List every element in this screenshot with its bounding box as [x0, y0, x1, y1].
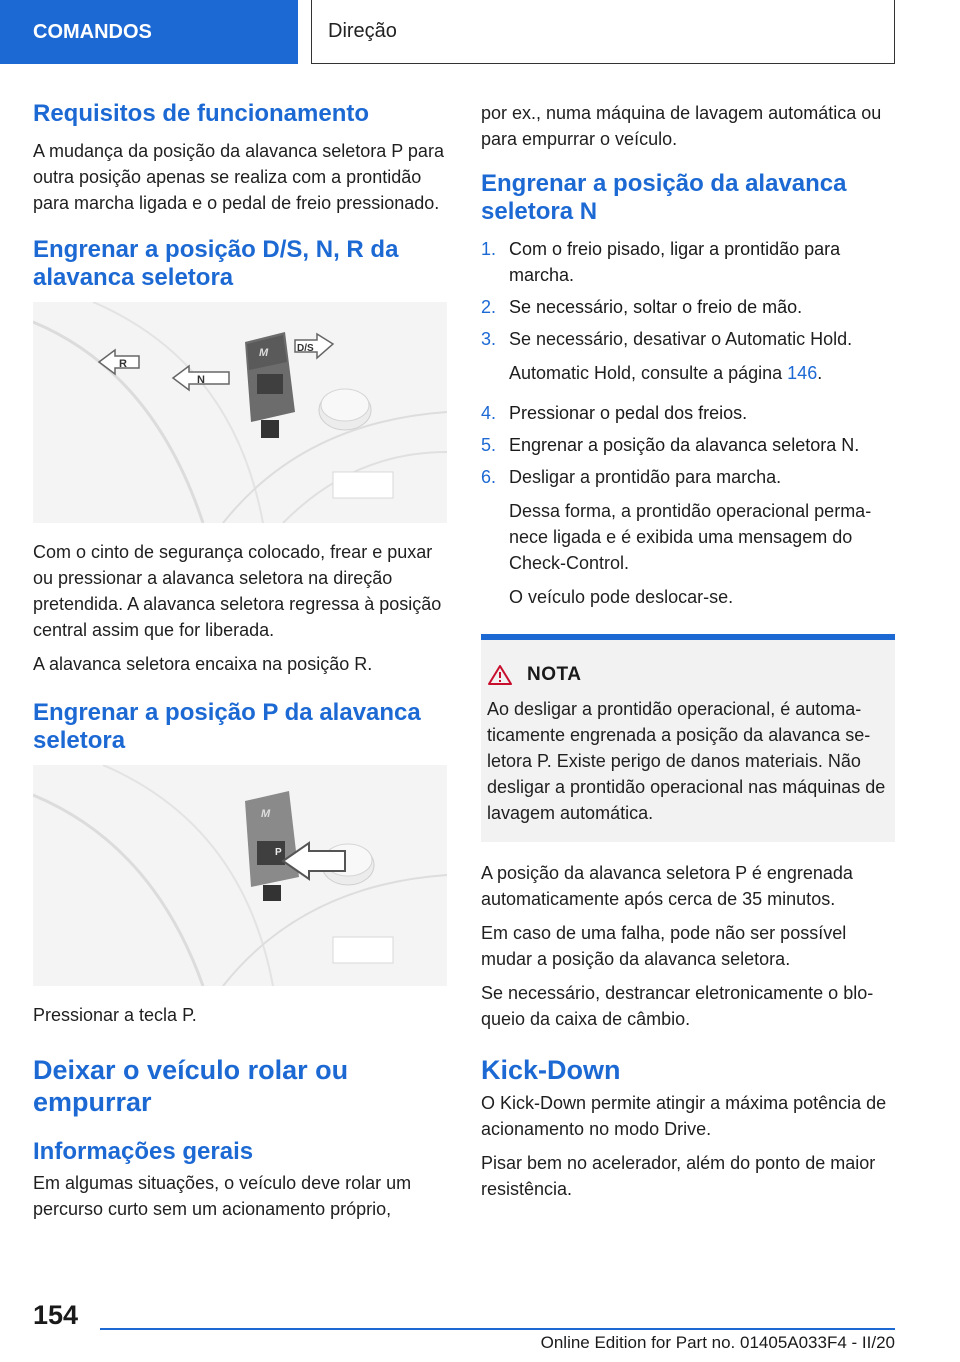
- step-number: 2.: [481, 297, 497, 317]
- paragraph-p: Pressionar a tecla P.: [33, 1005, 197, 1025]
- steps-list: [481, 236, 895, 618]
- reference-text: Automatic Hold, consulte a página: [509, 363, 788, 383]
- reference-end: .: [817, 363, 823, 383]
- heading-kickdown: Kick-Down: [481, 1055, 621, 1085]
- page-number: 154: [33, 1300, 79, 1330]
- illustration-gear-selector-p: [33, 765, 447, 986]
- step-text: Se necessário, soltar o freio de mão.: [509, 297, 803, 317]
- step-subtext: [509, 360, 852, 386]
- step-number: 6.: [481, 467, 497, 487]
- paragraph-after-1: A posição da alavanca seletora P é engrenada automaticamente após cerca de 35 minutos.: [481, 863, 853, 909]
- paragraph-info: Em algumas situações, o veículo deve rolar um percurso curto sem um acionamento próprio,: [33, 1173, 412, 1219]
- chapter-title: Direção: [328, 20, 397, 42]
- paragraph-after-2: Em caso de uma falha, pode não ser possível mudar a posição da alavanca seletora.: [481, 923, 847, 969]
- heading-p: Engrenar a posição P da alavanca seletora: [33, 699, 421, 754]
- note-title: NOTA: [527, 664, 582, 685]
- paragraph-kick-2: Pisar bem no acelerador, além do ponto de maior resistência.: [481, 1153, 876, 1199]
- list-item: [481, 464, 895, 618]
- chapter-tab: [311, 0, 895, 64]
- page-link[interactable]: 146: [787, 363, 818, 383]
- illustration-gear-selector-dsnr: [33, 302, 447, 523]
- paragraph-kick-1: O Kick-Down permite atingir a máxima potência de acionamento no modo Drive.: [481, 1093, 887, 1139]
- note-header: [487, 664, 887, 686]
- section-title: COMANDOS: [33, 20, 152, 43]
- left-column: [33, 100, 447, 1230]
- step-number: 3.: [481, 329, 497, 349]
- paragraph-after-3: Se necessário, destrancar eletronicamente o bloqueio da caixa de câmbio.: [481, 983, 874, 1029]
- note-box: [481, 634, 895, 842]
- label-p: P: [275, 847, 282, 858]
- step-subtext: Dessa forma, a prontidão operacional permanece ligada e é exibida uma mensagem do Check-Control.: [509, 501, 872, 573]
- note-text: Ao desligar a prontidão operacional, é automaticamente engrenada a posição da alavanca seletora P. Existe perigo de danos materiais. Não desligar a prontidão operacional nas máquinas de lavagem automática.: [487, 699, 886, 823]
- heading-info: Informações gerais: [33, 1138, 254, 1165]
- heading-dsnr: Engrenar a posição D/S, N, R da alavanca seletora: [33, 236, 399, 291]
- heading-rolar: Deixar o veículo rolar ou empurrar: [33, 1055, 349, 1117]
- label-r: R: [119, 358, 127, 370]
- heading-requisitos: Requisitos de funcionamento: [33, 100, 370, 127]
- warning-icon: [487, 664, 513, 686]
- m-logo: M: [261, 808, 271, 820]
- list-item: [481, 326, 895, 394]
- step-number: 1.: [481, 239, 497, 259]
- m-logo: M: [259, 347, 269, 359]
- paragraph-requisitos: A mudança da posição da alavanca seletora P para outra posição apenas se realiza com a prontidão para marcha ligada e o pedal de freio pressionado.: [33, 141, 444, 213]
- paragraph-dsnr-1: Com o cinto de segurança colocado, frear e puxar ou pressionar a alavanca seletora na direção pretendida. A alavanca seletora regressa à posição central assim que for liberada.: [33, 542, 442, 640]
- heading-n: Engrenar a posição da alavanca seletora N: [481, 170, 847, 225]
- step-text: Com o freio pisado, ligar a prontidão para marcha.: [509, 239, 841, 285]
- list-item: [481, 294, 895, 320]
- list-item: [481, 432, 895, 458]
- paragraph-continued: por ex., numa máquina de lavagem automática ou para empurrar o veículo.: [481, 103, 882, 149]
- section-tab: [0, 0, 298, 64]
- edition-text: Online Edition for Part no. 01405A033F4 - II/20: [540, 1333, 895, 1352]
- list-item: [481, 400, 895, 426]
- paragraph-dsnr-2: A alavanca seletora encaixa na posição R.: [33, 654, 373, 674]
- label-ds: D/S: [297, 343, 314, 354]
- step-text: Pressionar o pedal dos freios.: [509, 403, 748, 423]
- step-text: Desligar a prontidão para marcha.: [509, 467, 782, 487]
- right-column: [481, 100, 895, 1210]
- step-number: 4.: [481, 403, 497, 423]
- footer-divider: [100, 1328, 895, 1330]
- step-text: Se necessário, desativar o Automatic Hold.: [509, 329, 853, 349]
- step-text: Engrenar a posição da alavanca seletora N.: [509, 435, 860, 455]
- step-subtext: O veículo pode deslocar-se.: [509, 587, 734, 607]
- step-number: 5.: [481, 435, 497, 455]
- label-n: N: [197, 374, 205, 386]
- list-item: [481, 236, 895, 288]
